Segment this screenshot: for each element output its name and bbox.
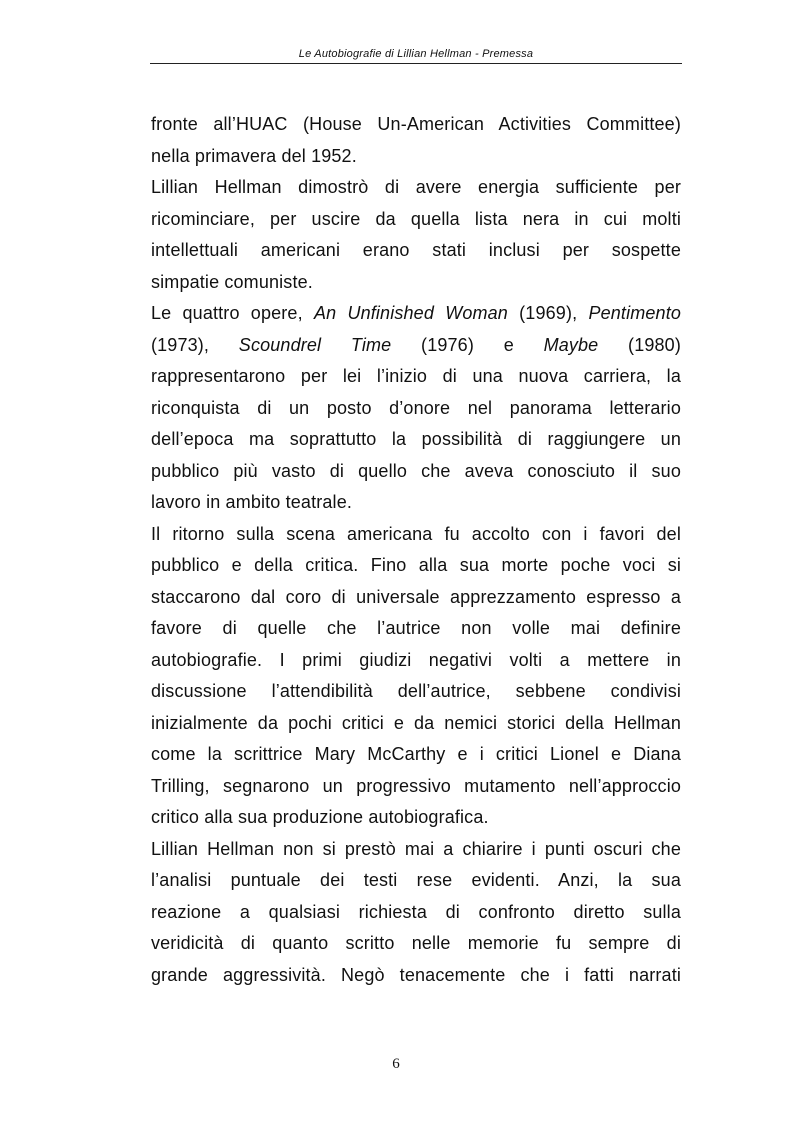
text-line: pubblico più vasto di quello che aveva conosciuto il suo — [151, 460, 681, 481]
text-fragment: (1973), — [151, 334, 210, 355]
text-line: pubblico e della critica. Fino alla sua morte poche voci si — [151, 555, 681, 575]
text-fragment: (1976) — [421, 334, 474, 355]
text-line: ricominciare, per uscire da quella lista nera in cui molti — [151, 208, 681, 229]
header-rule — [150, 63, 682, 64]
text-line: veridicità di quanto scritto nelle memorie fu sempre di — [151, 933, 681, 953]
running-head: Le Autobiografie di Lillian Hellman - Premessa — [298, 48, 534, 60]
text-line: dell’epoca ma soprattutto la possibilità di raggiungere un — [151, 429, 681, 449]
text-line: inizialmente da pochi critici e da nemici storici della Hellman — [151, 712, 681, 733]
text-line: lavoro in ambito teatrale. — [151, 492, 353, 512]
text-line — [151, 330, 681, 362]
text-line: Il ritorno sulla scena americana fu accolto con i favori del — [151, 523, 681, 544]
text-line: nella primavera del 1952. — [151, 145, 357, 166]
book-title: Scoundrel Time — [238, 334, 392, 355]
body-text — [151, 109, 681, 991]
text-line — [151, 298, 681, 330]
text-line: l’analisi puntuale dei testi rese evidenti. Anzi, la sua — [151, 870, 681, 890]
text-line: Lillian Hellman dimostrò di avere energia sufficiente per — [151, 177, 681, 197]
text-line: autobiografie. I primi giudizi negativi volti a mettere in — [151, 649, 681, 670]
text-fragment: (1969), — [507, 303, 589, 323]
text-line: reazione a qualsiasi richiesta di confronto diretto sulla — [151, 901, 681, 922]
text-line: Lillian Hellman non si prestò mai a chiarire i punti oscuri che — [151, 838, 681, 859]
text-line: rappresentarono per lei l’inizio di una nuova carriera, la — [151, 366, 681, 386]
text-line: grande aggressività. Negò tenacemente che i fatti narrati — [151, 964, 681, 985]
text-line: Trilling, segnarono un progressivo mutamento nell’approccio — [151, 775, 681, 796]
text-line: fronte all’HUAC (House Un-American Activities Committee) — [151, 114, 681, 134]
book-title: An Unfinished Woman — [313, 303, 508, 323]
text-line: simpatie comuniste. — [151, 271, 313, 292]
text-fragment: Le quattro opere, — [151, 303, 314, 323]
text-line: discussione l’attendibilità dell’autrice, sebbene condivisi — [151, 681, 681, 701]
text-line: critico alla sua produzione autobiografica. — [151, 807, 489, 827]
text-fragment: (1980) — [628, 334, 681, 355]
text-fragment: e — [503, 334, 514, 355]
book-title: Maybe — [543, 334, 599, 355]
text-line: intellettuali americani erano stati inclusi per sospette — [151, 240, 681, 260]
text-line: favore di quelle che l’autrice non volle mai definire — [151, 618, 681, 638]
text-line: come la scrittrice Mary McCarthy e i critici Lionel e Diana — [151, 744, 681, 764]
text-line: riconquista di un posto d’onore nel panorama letterario — [151, 397, 681, 418]
page-number: 6 — [392, 1056, 400, 1072]
book-title: Pentimento — [588, 303, 682, 323]
text-line: staccarono dal coro di universale apprezzamento espresso a — [151, 586, 681, 607]
